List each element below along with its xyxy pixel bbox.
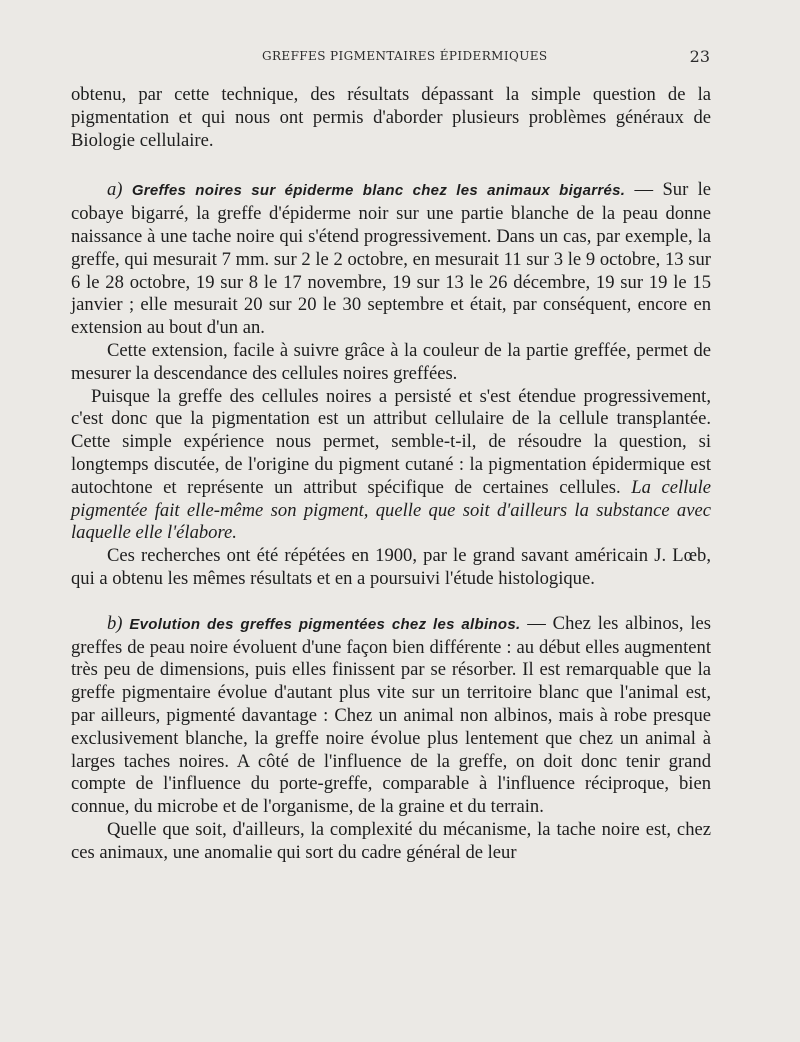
section-a-text: — Sur le cobaye bigarré, la greffe d'épiderme noir sur une partie blanche de la peau donne naissance à une tache noire qui s'étend progressivement. Dans un cas, par exemple, la greffe, qui mesurait 7 mm. sur 2 le 2 octobre, en mesurait 11 sur 3 le 9 octobre, 13 sur 6 le 28 octobre, 19 sur 8 le 17 novembre, 19 sur 13 le 26 décembre, 19 sur 19 le 15 janvier ; elle mesurait 20 sur 20 le 30 septembre et était, par conséquent, encore en extension au bout d'un an.	[71, 179, 711, 339]
section-spacer	[71, 591, 711, 613]
paragraph-section-b	[71, 613, 711, 819]
running-head: GREFFES PIGMENTAIRES ÉPIDERMIQUES	[262, 49, 548, 63]
section-spacer	[71, 152, 711, 179]
body-text	[71, 84, 711, 865]
paragraph-section-a	[71, 179, 711, 340]
section-b-label: b)	[107, 612, 123, 634]
page-number: 23	[689, 47, 710, 66]
section-a-label: a)	[107, 179, 123, 201]
section-a-heading: Greffes noires sur épiderme blanc chez les animaux bigarrés.	[131, 182, 626, 200]
section-b-heading: Evolution des greffes pigmentées chez les albinos.	[129, 615, 521, 633]
paragraph-pigmentation	[71, 386, 711, 546]
paragraph-intro: obtenu, par cette technique, des résultats dépassant la simple question de la pigmentation et qui nous ont permis d'aborder plusieurs problèmes généraux de Biologie cellulaire.	[71, 84, 711, 151]
section-b-text: — Chez les albinos, les greffes de peau noire évoluent d'une façon bien différente : au début elles augmentent très peu de dimensions, puis elles finissent par se résorber. Il est remarquable que la greffe pigmentaire évolue d'autant plus vite sur un territoire blanc que l'animal est, par ailleurs, pigmenté davantage : Chez un animal non albinos, mais à robe presque exclusivement blanche, la greffe noire évolue plus lentement que chez un animal à larges taches noires. A côté de l'influence de la greffe, on doit donc tenir grand compte de l'influence du porte-greffe, comparable à l'influence réciproque, bien connue, du microbe et de l'organisme, de la graine et du terrain.	[71, 612, 711, 818]
pigmentation-text: Puisque la greffe des cellules noires a persisté et s'est étendue progressivement, c'est donc que la pigmentation est un attribut cellulaire de la cellule transplantée. Cette simple expérience nous permet, semble-t-il, de résoudre la question, si longtemps discutée, de l'origine du pigment cutané : la pigmentation épidermique est autochtone et représente un attribut spécifique de certaines cellules.	[71, 385, 711, 498]
pigmentation-italic: La cellule pigmentée fait elle-même son pigment, quelle que soit d'ailleurs la substance avec laquelle elle l'élabore.	[71, 476, 711, 544]
paragraph-extension: Cette extension, facile à suivre grâce à la couleur de la partie greffée, permet de mesurer la descendance des cellules noires greffées.	[71, 339, 711, 384]
paragraph-conclusion: Quelle que soit, d'ailleurs, la complexité du mécanisme, la tache noire est, chez ces animaux, une anomalie qui sort du cadre général de leur	[71, 818, 711, 863]
paragraph-loeb: Ces recherches ont été répétées en 1900, par le grand savant américain J. Lœb, qui a obtenu les mêmes résultats et en a poursuivi l'étude histologique.	[71, 545, 711, 589]
